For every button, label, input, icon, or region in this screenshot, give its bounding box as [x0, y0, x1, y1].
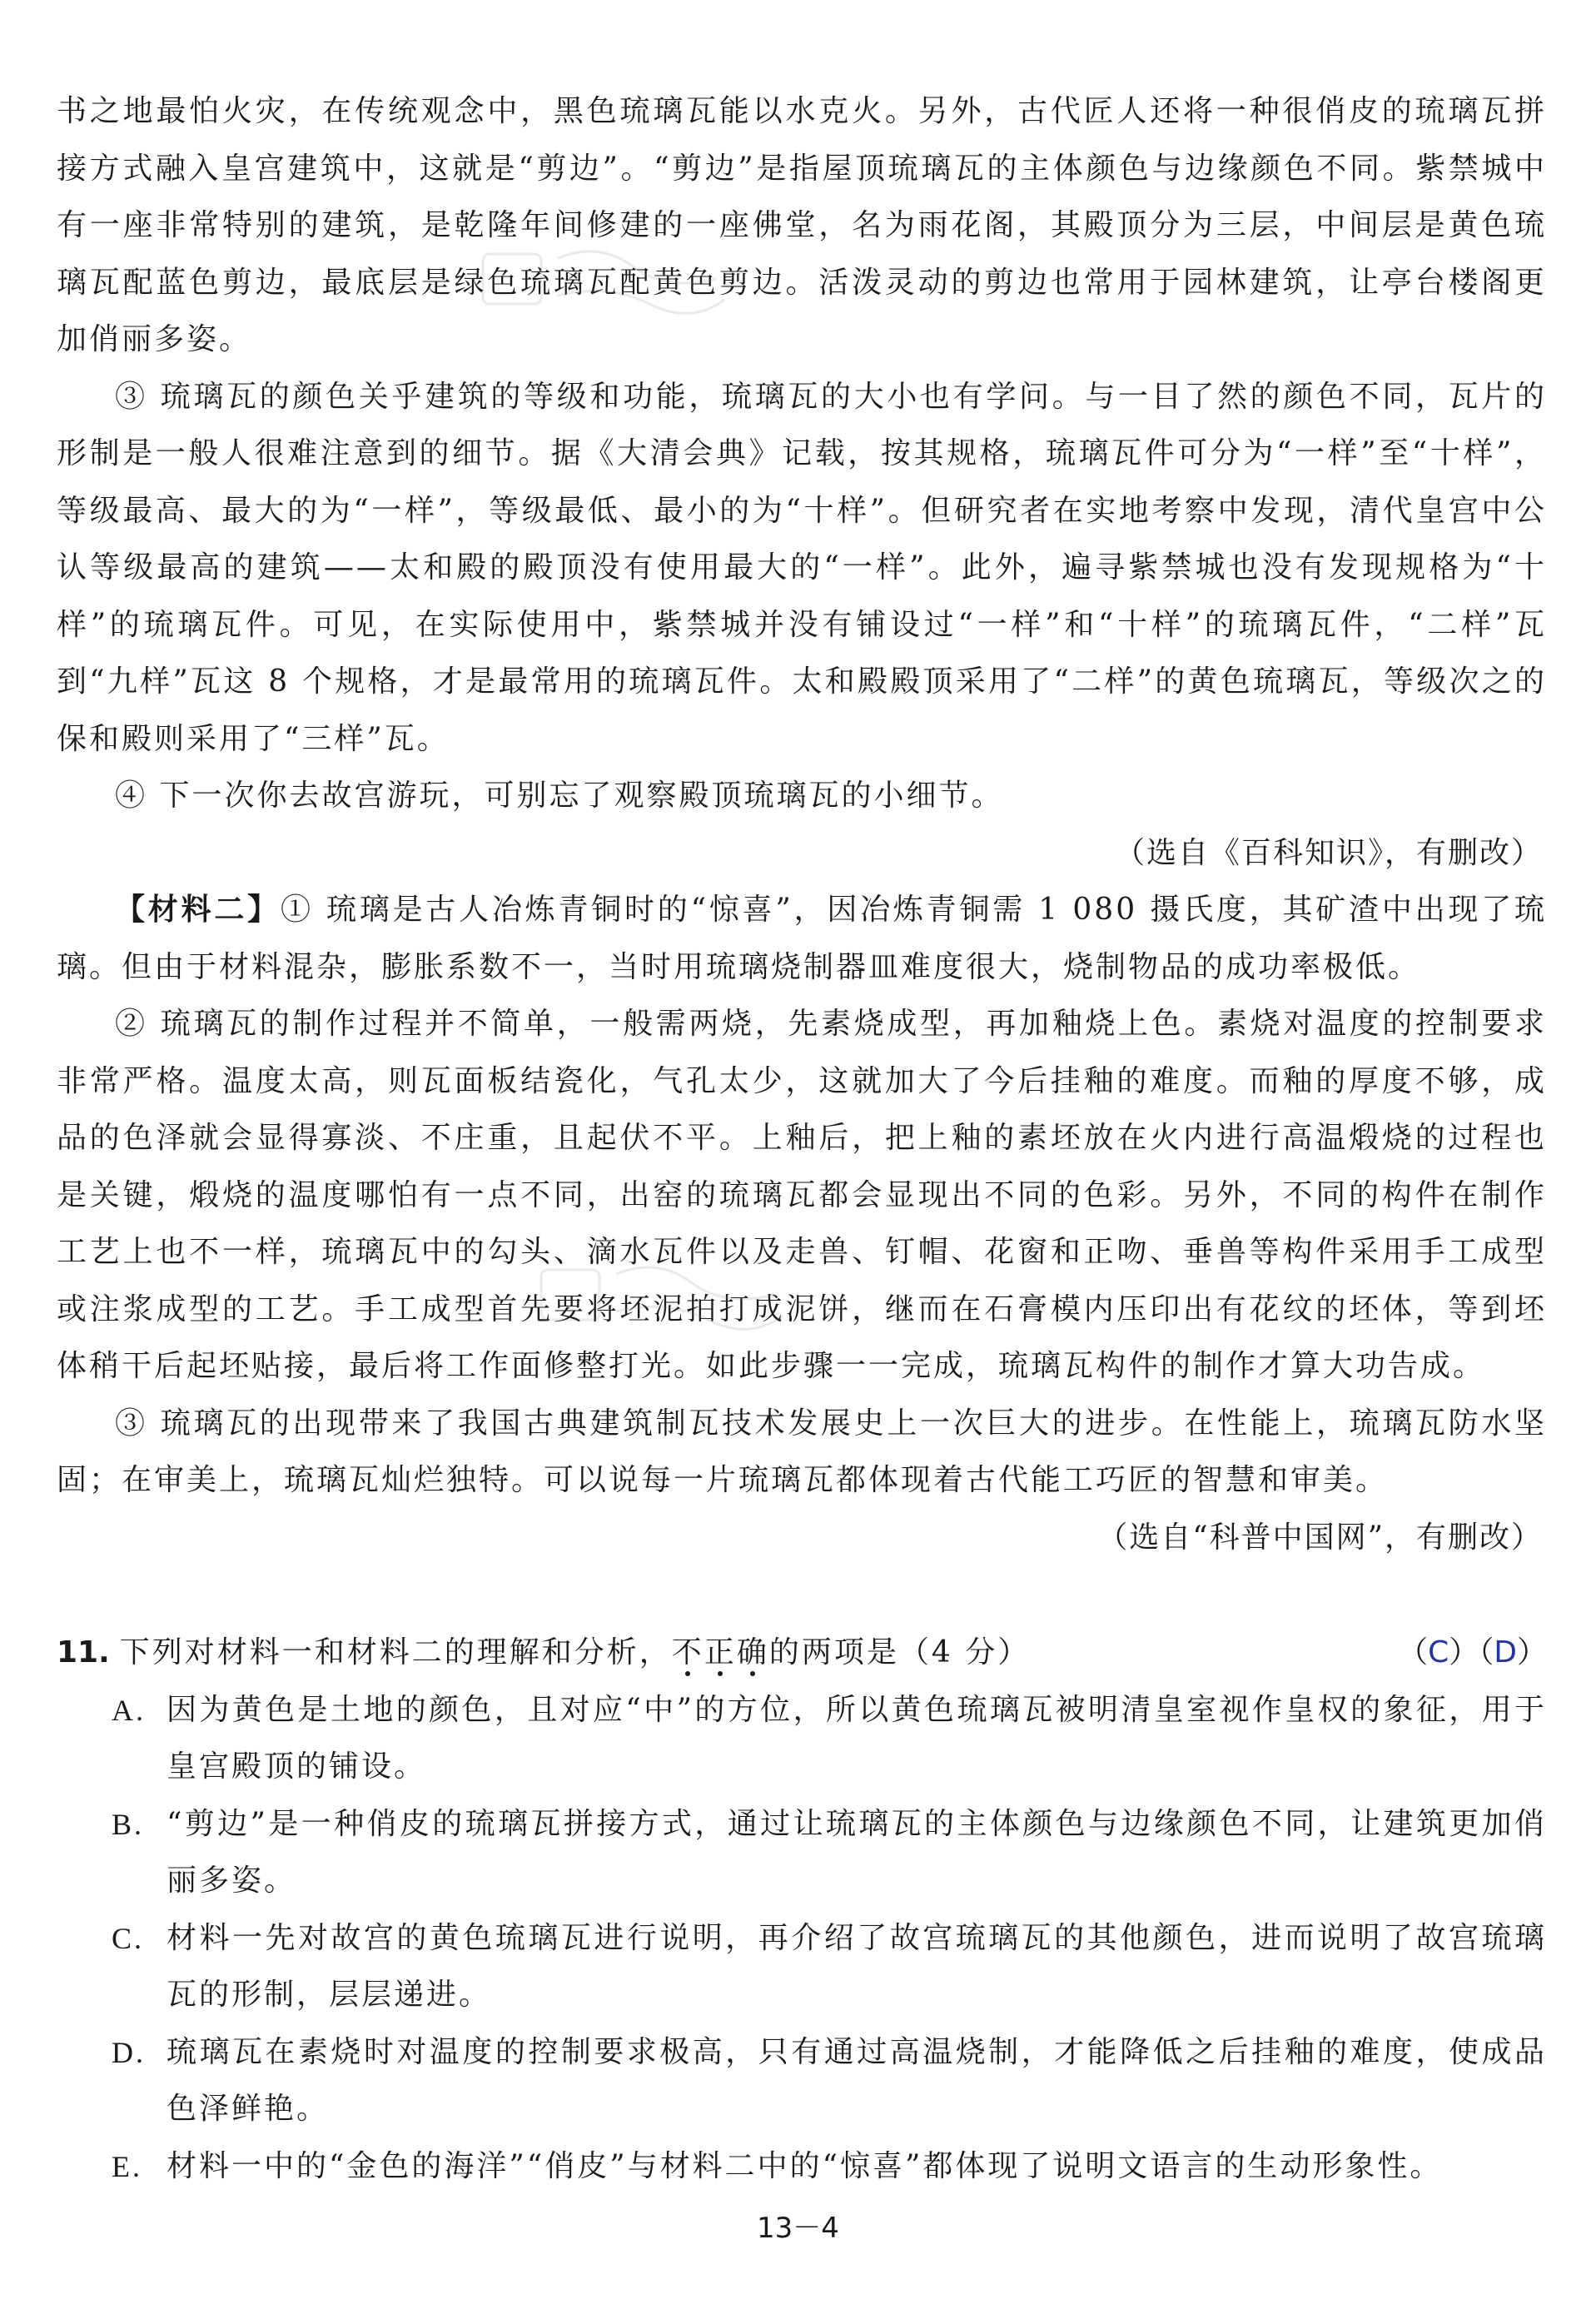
watermark-shape — [541, 1270, 599, 1320]
question-stem — [57, 1625, 1030, 1682]
answer-1: C — [1428, 1635, 1449, 1670]
option-letter: B. — [112, 1807, 145, 1841]
question-11 — [57, 1625, 1547, 2195]
material-one-source: （选自《百科知识》，有删改） — [1114, 835, 1543, 870]
answer-2: D — [1494, 1635, 1517, 1670]
page-number: 13－4 — [757, 2212, 839, 2245]
material-two-paragraph-3: ③ 琉璃瓦的出现带来了我国古典建筑制瓦技术发展史上一次巨大的进步。在性能上，琉璃瓦防水坚固；在审美上，琉璃瓦灿烂独特。可以说每一片琉璃瓦都体现着古代能工巧匠的智慧和审美。 — [57, 1406, 1547, 1497]
answer-blanks — [1398, 1625, 1547, 1682]
answer-paren: （ — [1398, 1635, 1429, 1670]
watermark-shape — [616, 1306, 783, 1329]
option-text: 琉璃瓦在素烧时对温度的控制要求极高，只有通过高温烧制，才能降低之后挂釉的难度，使成品色泽鲜艳。 — [167, 2034, 1547, 2126]
watermark-image — [466, 233, 741, 325]
watermark-shape — [558, 291, 724, 313]
answer-paren: ）（ — [1449, 1635, 1494, 1670]
material-two-label: 【材料二】 — [115, 893, 281, 927]
option-text: 因为黄色是土地的颜色，且对应“中”的方位，所以黄色琉璃瓦被明清皇室视作皇权的象征，用于皇宫殿顶的铺设。 — [167, 1692, 1547, 1784]
material-two-paragraph-1-text: ① 琉璃是古人冶炼青铜时的“惊喜”，因冶炼青铜需 1 080 摄氏度，其矿渣中出现了琉璃。但由于材料混杂，膨胀系数不一，当时用琉璃烧制器皿难度很大，烧制物品的成功率极低。 — [57, 893, 1547, 984]
watermark-shape — [558, 251, 716, 283]
question-number: 11. — [57, 1635, 110, 1670]
option-d — [57, 2024, 1547, 2138]
question-stem-before: 下列对材料一和材料二的理解和分析， — [119, 1635, 672, 1670]
material-two-paragraph-2: ② 琉璃瓦的制作过程并不简单，一般需两烧，先素烧成型，再加釉烧上色。素烧对温度的控制要求非常严格。温度太高，则瓦面板结瓷化，气孔太少，这就加大了今后挂釉的难度。而釉的厚度不够，成品的色泽就会显得寡淡、不庄重，且起伏不平。上釉后，把上釉的素坯放在火内进行高温煅烧的过程也是关键，煅烧的温度哪怕有一点不同，出窑的琉璃瓦都会显现出不同的色彩。另外，不同的构件在制作工艺上也不一样，琉璃瓦中的勾头、滴水瓦件以及走兽、钉帽、花窗和正吻、垂兽等构件采用手工成型或注浆成型的工艺。手工成型首先要将坯泥拍打成泥饼，继而在石膏模内压印出有花纹的坯体，等到坯体稍干后起坯贴接，最后将工作面修整打光。如此步骤一一完成，琉璃瓦构件的制作才算大功告成。 — [57, 1007, 1547, 1383]
option-text: 材料一先对故宫的黄色琉璃瓦进行说明，再介绍了故宫琉璃瓦的其他颜色，进而说明了故宫琉璃瓦的形制，层层递进。 — [167, 1920, 1547, 2012]
watermark-shape — [483, 254, 541, 304]
material-two — [57, 882, 1547, 1566]
option-letter: E. — [112, 2149, 142, 2183]
option-letter: C. — [112, 1921, 145, 1955]
material-one-paragraph-4: ④ 下一次你去故宫游玩，可别忘了观察殿顶琉璃瓦的小细节。 — [115, 779, 1004, 813]
material-two-source: （选自“科普中国网”，有删改） — [1097, 1520, 1543, 1555]
option-text: 材料一中的“金色的海洋”“俏皮”与材料二中的“惊喜”都体现了说明文语言的生动形象性。 — [167, 2148, 1443, 2183]
question-stem-row — [57, 1625, 1547, 1682]
material-one-paragraph-3: ③ 琉璃瓦的颜色关乎建筑的等级和功能，琉璃瓦的大小也有学问。与一目了然的颜色不同，瓦片的形制是一般人很难注意到的细节。据《大清会典》记载，按其规格，琉璃瓦件可分为“一样”至“十样”，等级最高、最大的为“一样”，等级最低、最小的为“十样”。但研究者在实地考察中发现，清代皇宫中公认等级最高的建筑——太和殿的殿顶没有使用最大的“一样”。此外，遍寻紫禁城也没有发现规格为“十样”的琉璃瓦件。可见，在实际使用中，紫禁城并没有铺设过“一样”和“十样”的琉璃瓦件，“二样”瓦到“九样”瓦这 8 个规格，才是最常用的琉璃瓦件。太和殿殿顶采用了“二样”的黄色琉璃瓦，等级次之的保和殿则采用了“三样”瓦。 — [57, 379, 1547, 756]
option-c — [57, 1910, 1547, 2024]
emphasis-char: 正 — [704, 1635, 737, 1670]
material-two-paragraph-1 — [57, 882, 1547, 996]
watermark-image — [525, 1249, 799, 1341]
material-one-continued — [57, 83, 1547, 882]
option-a — [57, 1682, 1547, 1796]
option-e — [57, 2138, 1547, 2196]
option-b — [57, 1796, 1547, 1910]
watermark-shape — [616, 1267, 774, 1299]
emphasis-char: 确 — [736, 1635, 769, 1670]
option-text: “剪边”是一种俏皮的琉璃瓦拼接方式，通过让琉璃瓦的主体颜色与边缘颜色不同，让建筑更加俏丽多姿。 — [167, 1806, 1547, 1898]
material-one-paragraph-2: 书之地最怕火灾，在传统观念中，黑色琉璃瓦能以水克火。另外，古代匠人还将一种很俏皮的琉璃瓦拼接方式融入皇宫建筑中，这就是“剪边”。“剪边”是指屋顶琉璃瓦的主体颜色与边缘颜色不同。紫禁城中有一座非常特别的建筑，是乾隆年间修建的一座佛堂，名为雨花阁，其殿顶分为三层，中间层是黄色琉璃瓦配蓝色剪边，最底层是绿色琉璃瓦配黄色剪边。活泼灵动的剪边也常用于园林建筑，让亭台楼阁更加俏丽多姿。 — [57, 94, 1547, 356]
question-stem-after: 的两项是（4 分） — [768, 1635, 1031, 1670]
answer-paren: ） — [1516, 1635, 1547, 1670]
option-letter: D. — [112, 2035, 146, 2069]
option-letter: A. — [112, 1693, 146, 1727]
emphasis-char: 不 — [671, 1635, 704, 1670]
